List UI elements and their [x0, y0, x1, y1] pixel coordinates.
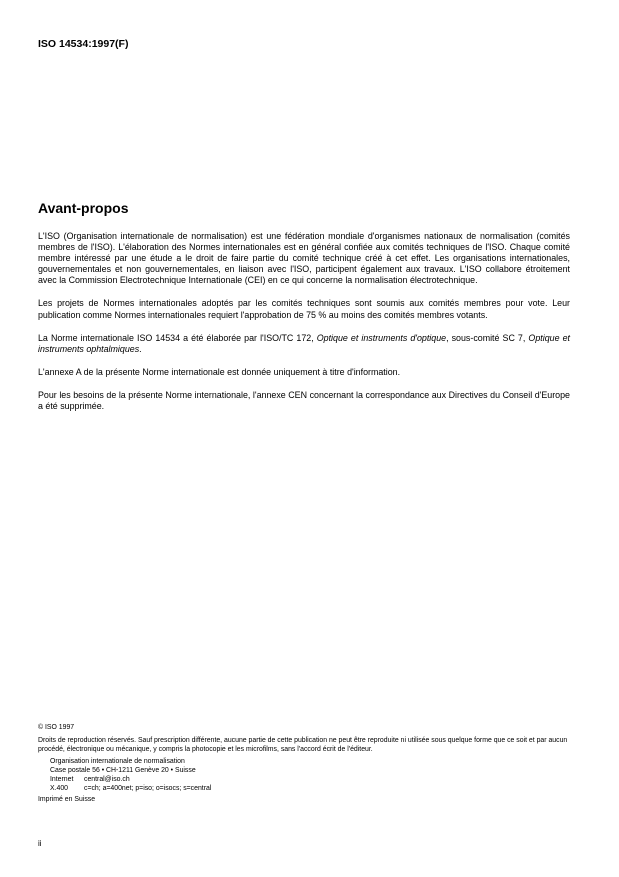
page-number: ii [38, 839, 42, 848]
printed-in: Imprimé en Suisse [38, 796, 96, 804]
p3-text-1: La Norme internationale ISO 14534 a été élaborée par l'ISO/TC 172, [38, 332, 317, 343]
publisher-postal: Case postale 56 • CH-1211 Genève 20 • Suisse [50, 766, 196, 774]
x400-row [50, 784, 578, 793]
internet-label: Internet [50, 776, 74, 784]
x400-label: X.400 [50, 785, 69, 793]
p3-text-2: , sous-comité SC 7, [446, 332, 529, 343]
foreword-paragraph-4: L'annexe A de la présente Norme internationale est donnée uniquement à titre d'information. [38, 366, 401, 377]
foreword-paragraph-3 [38, 333, 570, 355]
foreword-title: Avant-propos [38, 200, 129, 216]
copyright-line: © ISO 1997 [38, 724, 75, 731]
foreword-paragraph-2: Les projets de Normes internationales adoptés par les comités techniques sont soumis aux comités membres pour vote. Leur publication comme Normes internationales requiert l'approbation de 75 % au moins des comités membres votants. [38, 298, 570, 320]
p3-text-3: . [139, 343, 142, 354]
document-id: ISO 14534:1997(F) [38, 38, 129, 50]
foreword-paragraph-1: L'ISO (Organisation internationale de normalisation) est une fédération mondiale d'organismes nationaux de normalisation (comités membres de l'ISO). L'élaboration des Normes internationales est en général confiée aux comités techniques de l'ISO. Chaque comité membre intéressé par une étude a le droit de faire partie du comité technique créé à cet effet. Les organisations internationales, gouvernementales et non gouvernementales, en liaison avec l'ISO, participent également aux travaux. L'ISO collabore étroitement avec la Commission Electrotechnique Internationale (CEI) en ce qui concerne la normalisation électrotechnique. [38, 231, 570, 286]
copyright-notice: Droits de reproduction réservés. Sauf prescription différente, aucune partie de cette publication ne peut être reproduite ni utilisée sous quelque forme que ce soit et par aucun procédé, électronique ou mécanique, y compris la photocopie et les microfilms, sans l'accord écrit de l'éditeur. [38, 737, 568, 754]
x400-value: c=ch; a=400net; p=iso; o=isocs; s=central [84, 785, 212, 793]
p3-committee-title: Optique et instruments d'optique [316, 332, 447, 343]
internet-value: central@iso.ch [84, 776, 130, 784]
p3-subcommittee-title: Optique et instruments ophtalmiques [38, 332, 570, 354]
internet-row [50, 775, 578, 784]
publisher-name: Organisation internationale de normalisation [50, 757, 185, 765]
copyright-block [38, 723, 578, 805]
foreword-section [38, 200, 570, 424]
publisher-address [38, 757, 578, 794]
foreword-paragraph-5: Pour les besoins de la présente Norme internationale, l'annexe CEN concernant la correspondance aux Directives du Conseil d'Europe a été supprimée. [38, 389, 570, 412]
